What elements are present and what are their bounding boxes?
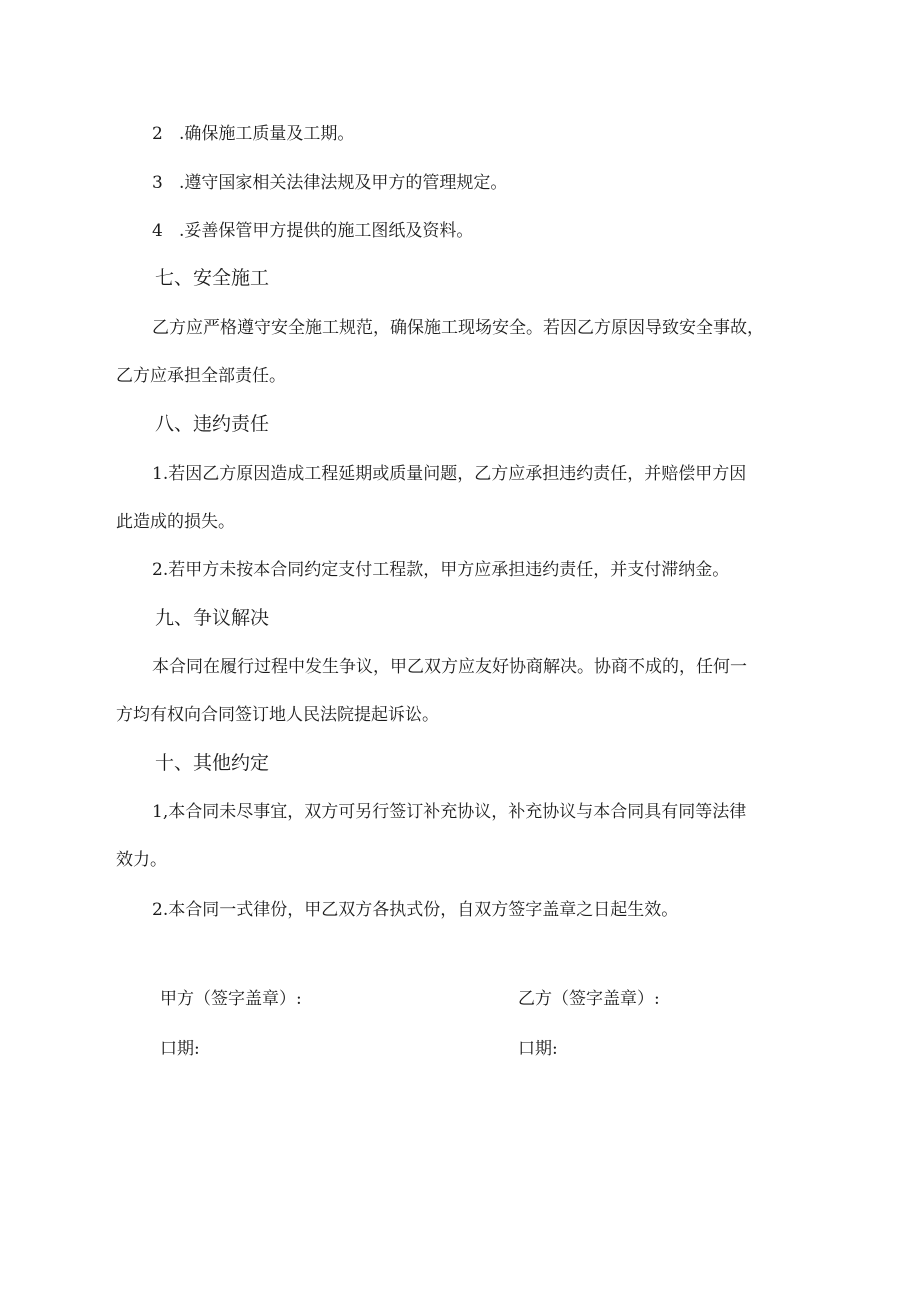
list-item: [152, 123, 354, 145]
paragraph-line: 2.若甲方未按本合同约定支付工程款，甲方应承担违约责任，并支付滞纳金。: [152, 560, 730, 580]
paragraph-line: 1.若因乙方原因造成工程延期或质量问题，乙方应承担违约责任，并赔偿甲方因: [152, 464, 747, 484]
paragraph-line: 乙方应严格遵守安全施工规范，确保施工现场安全。若因乙方原因导致安全事故，: [152, 318, 764, 338]
party-b-signature-label: 乙方（签字盖章）:: [518, 989, 660, 1009]
item-text: .妥善保管甲方提供的施工图纸及资料。: [179, 221, 474, 241]
section-heading-dispute: 九、争议解决: [155, 607, 270, 629]
paragraph-line: 1,本合同未尽事宜，双方可另行签订补充协议，补充协议与本合同具有同等法律: [152, 802, 747, 822]
section-heading-liability: 八、违约责任: [155, 413, 270, 435]
paragraph-line: 效力。: [116, 850, 167, 870]
party-a-date-label: 口期:: [160, 1039, 200, 1059]
paragraph-line: 乙方应承担全部责任。: [116, 366, 286, 386]
party-a-signature-label: 甲方（签字盖章）:: [160, 989, 302, 1009]
paragraph-line: 本合同在履行过程中发生争议，甲乙双方应友好协商解决。协商不成的，任何一: [152, 657, 747, 677]
section-heading-other: 十、其他约定: [155, 752, 270, 774]
paragraph-line: 此造成的损失。: [116, 512, 235, 532]
item-text: .确保施工质量及工期。: [179, 124, 355, 144]
item-text: .遵守国家相关法律法规及甲方的管理规定。: [179, 173, 508, 193]
section-heading-safety: 七、安全施工: [155, 267, 270, 289]
item-number: 4: [152, 221, 163, 241]
paragraph-line: 2.本合同一式律份，甲乙双方各执式份，自双方签字盖章之日起生效。: [152, 900, 679, 920]
item-number: 3: [152, 173, 163, 193]
list-item: [152, 220, 473, 242]
item-number: 2: [152, 124, 163, 144]
party-b-date-label: 口期:: [518, 1039, 558, 1059]
list-item: [152, 172, 507, 194]
paragraph-line: 方均有权向合同签订地人民法院提起诉讼。: [116, 705, 439, 725]
